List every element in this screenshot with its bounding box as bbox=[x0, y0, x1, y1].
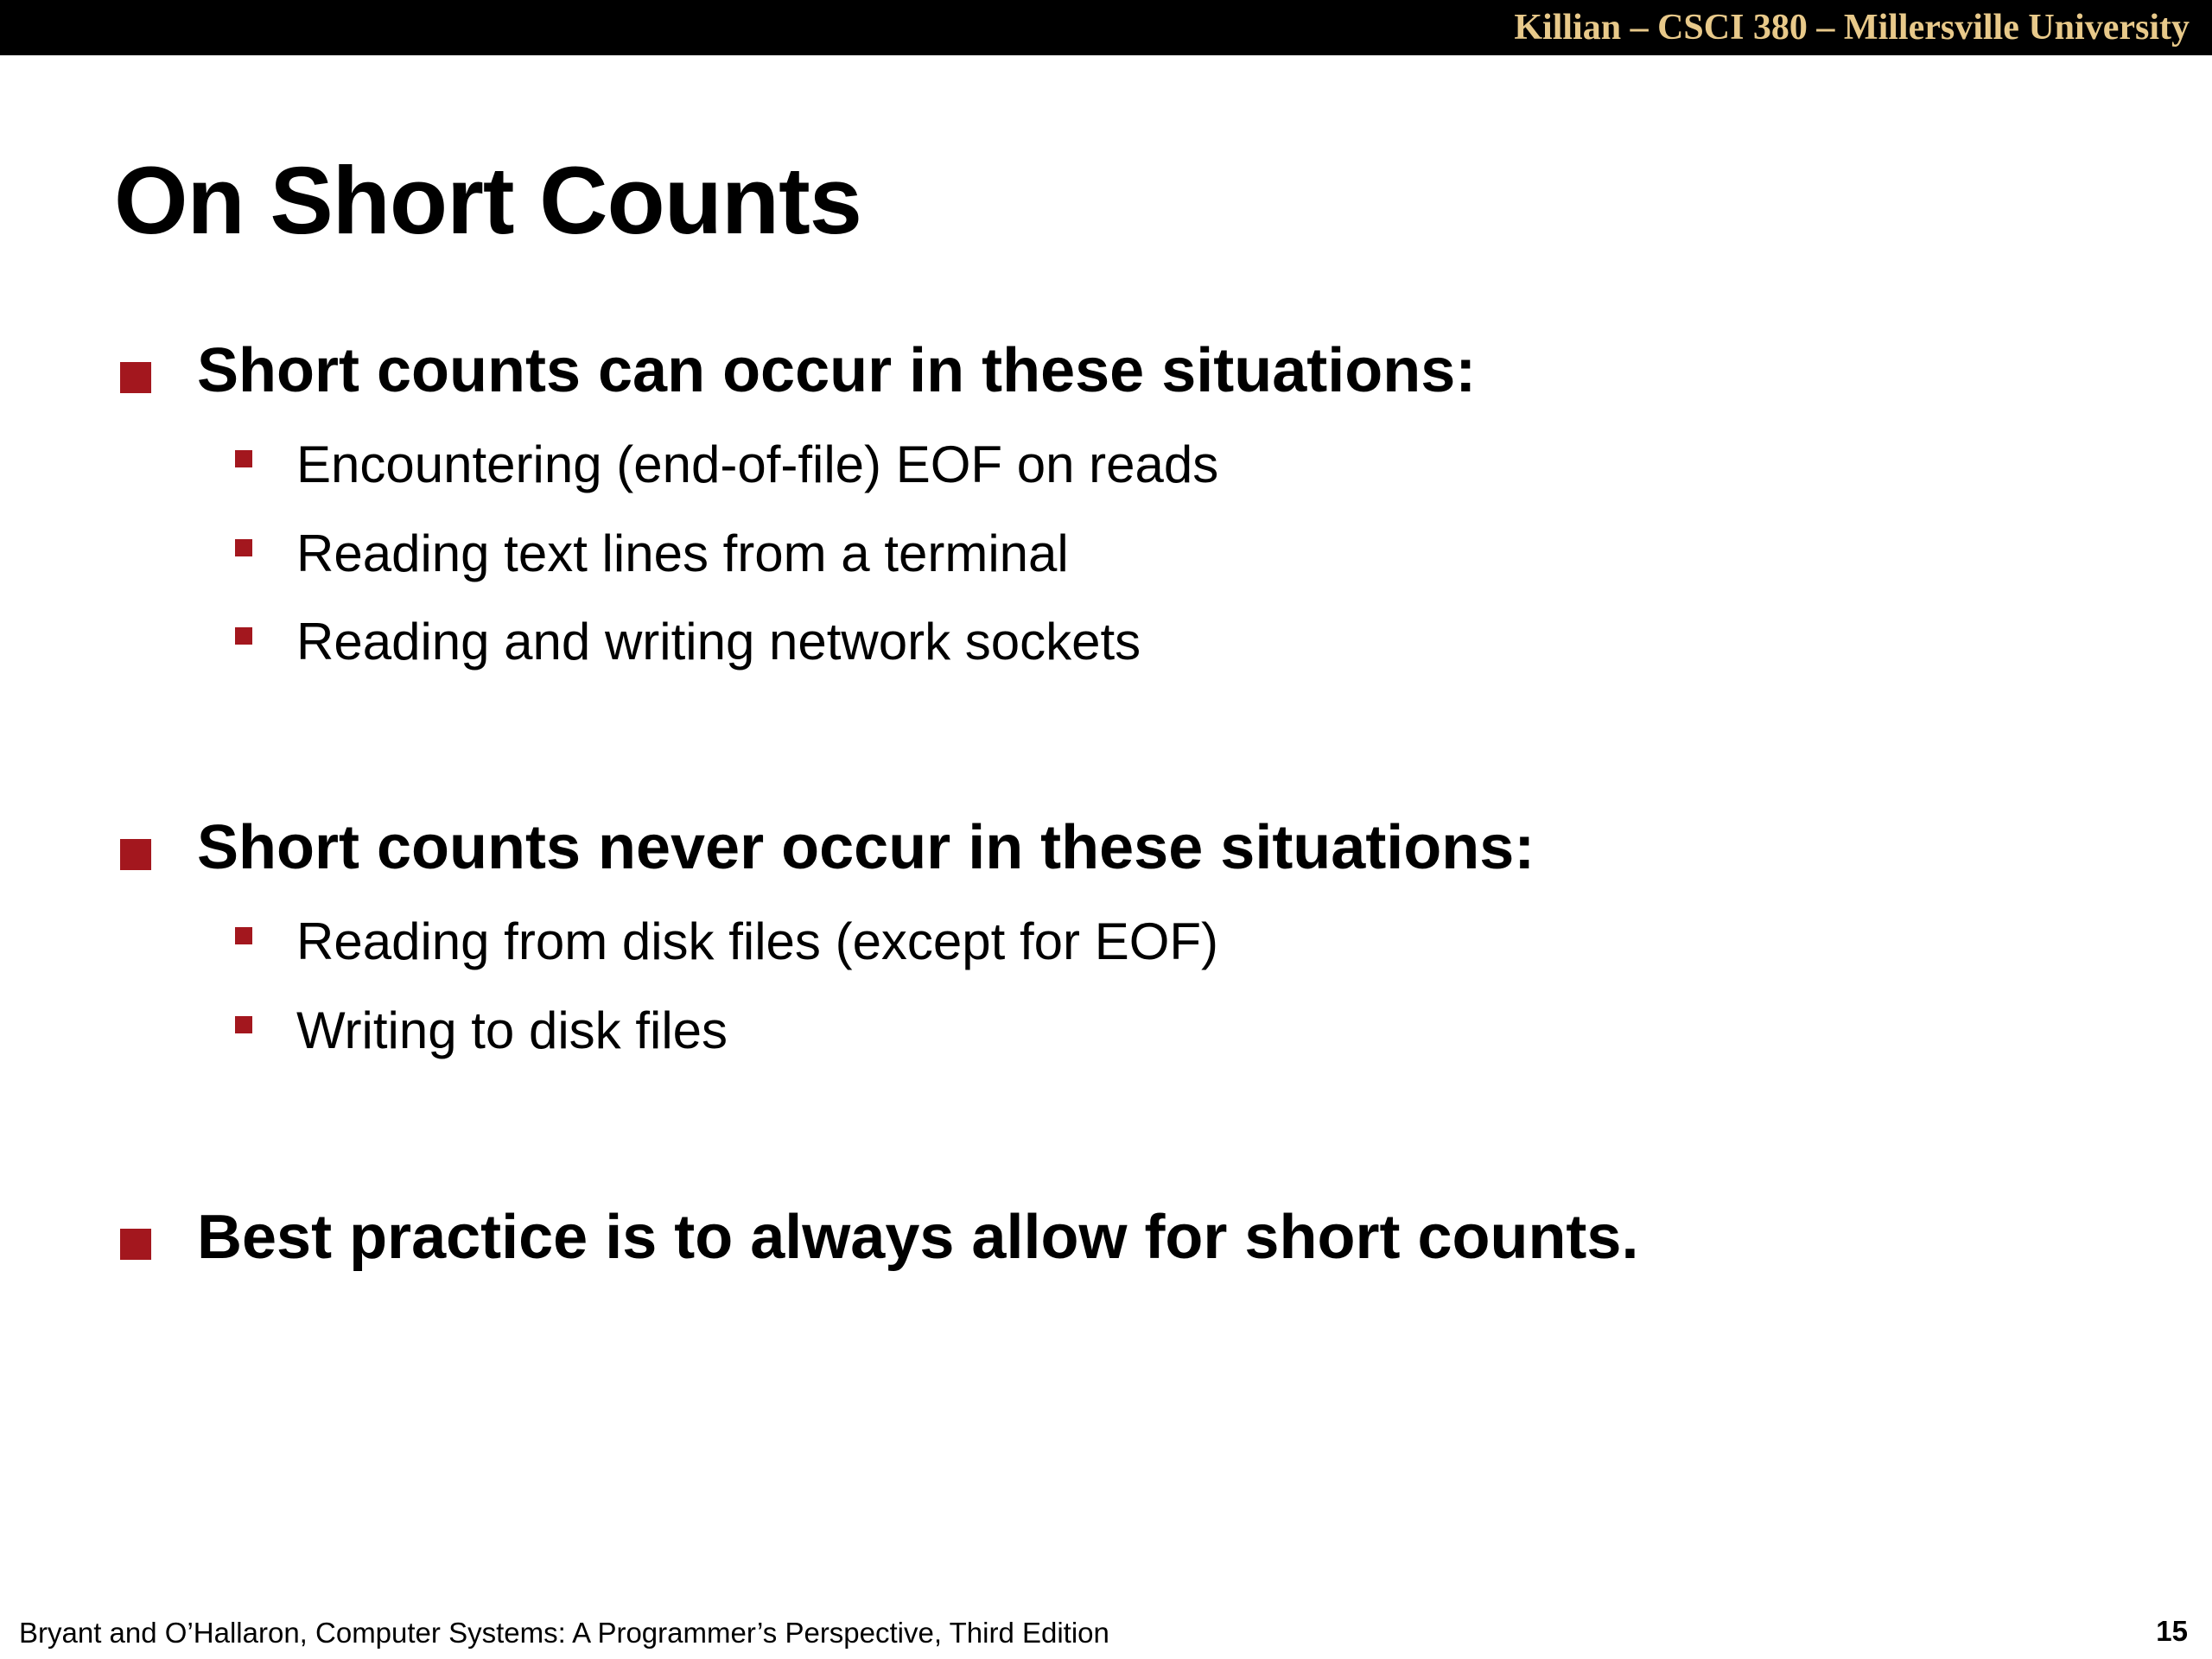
list-item: Encountering (end-of-file) EOF on reads bbox=[296, 435, 1219, 493]
sub-bullet-square-icon bbox=[235, 1016, 252, 1033]
bullet-square-icon bbox=[120, 362, 151, 393]
section-heading: Short counts can occur in these situations: bbox=[197, 336, 1477, 405]
list-item: Reading from disk files (except for EOF) bbox=[296, 912, 1219, 970]
page-number: 15 bbox=[2156, 1615, 2188, 1647]
course-banner: Killian – CSCI 380 – Millersville University bbox=[1514, 8, 2190, 48]
bullet-square-icon bbox=[120, 839, 151, 870]
list-item: Writing to disk files bbox=[296, 1001, 728, 1059]
sub-bullet-square-icon bbox=[235, 627, 252, 645]
sub-bullet-square-icon bbox=[235, 927, 252, 944]
section-heading: Best practice is to always allow for short counts. bbox=[197, 1203, 1639, 1272]
sub-bullet-square-icon bbox=[235, 539, 252, 556]
list-item: Reading and writing network sockets bbox=[296, 613, 1141, 671]
list-item: Reading text lines from a terminal bbox=[296, 524, 1069, 582]
section-heading: Short counts never occur in these situations: bbox=[197, 813, 1535, 882]
bullet-square-icon bbox=[120, 1229, 151, 1260]
slide-title: On Short Counts bbox=[114, 148, 861, 254]
sub-bullet-square-icon bbox=[235, 450, 252, 467]
footer-citation: Bryant and O’Hallaron, Computer Systems: A Programmer’s Perspective, Third Edition bbox=[19, 1617, 1109, 1649]
